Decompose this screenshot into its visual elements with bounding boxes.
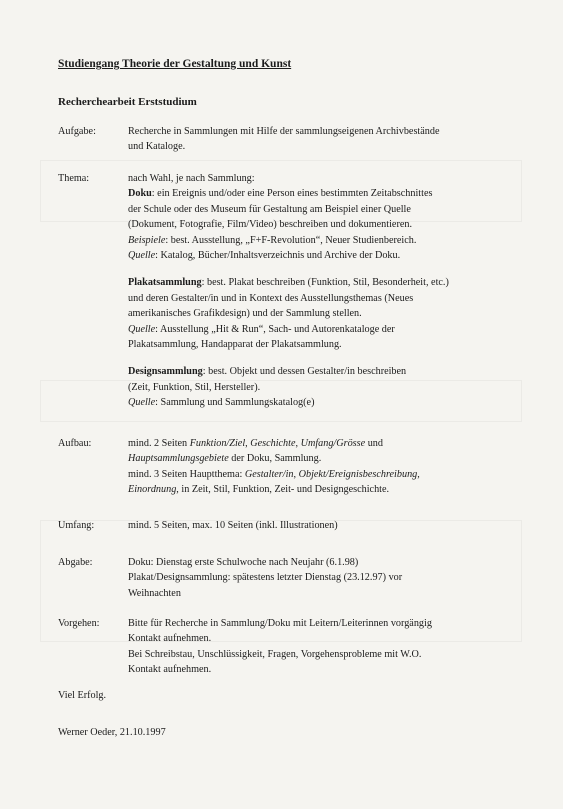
closing-line: Viel Erfolg. (58, 690, 107, 701)
text-line: Doku: Dienstag erste Schulwoche nach Neujahr (6.1.98) (128, 557, 359, 568)
source-label: Quelle (128, 397, 156, 409)
document-subtitle: Recherchearbeit Erststudium (58, 96, 197, 108)
text-line (128, 275, 528, 290)
text-fragment: , (293, 468, 299, 480)
text-line (128, 395, 528, 410)
section-label: Vorgehen: (58, 618, 100, 629)
text-fragment: der Doku, Sammlung. (228, 453, 322, 465)
text-line: Bitte für Recherche in Sammlung/Doku mit Leitern/Leiterinnen vorgängig (128, 618, 432, 629)
section-text (128, 616, 528, 678)
text-line (128, 436, 528, 451)
text-line: nach Wahl, je nach Sammlung: (128, 173, 255, 184)
section-label: Thema: (58, 173, 90, 184)
section-text (128, 171, 528, 411)
text-line (128, 364, 528, 379)
examples-label: Beispiele (128, 234, 166, 246)
text-fragment: und (365, 438, 383, 449)
text-line (128, 467, 528, 482)
text-line: und deren Gestalter/in und in Kontext des Ausstellungsthemas (Neues (128, 292, 414, 304)
text-fragment: Einordnung (128, 484, 177, 496)
text-fragment: Geschichte (250, 438, 296, 449)
text-line (128, 186, 528, 201)
text-fragment: : Ausstellung „Hit & Run“, Sach- und Autorenkataloge der (155, 323, 395, 335)
text-line: (Dokument, Fotografie, Film/Video) beschreiben und dokumentieren. (128, 219, 413, 231)
text-line: Plakatsammlung, Handapparat der Plakatsammlung. (128, 339, 342, 351)
text-fragment: : Sammlung und Sammlungskatalog(e) (155, 397, 315, 409)
text-line: der Schule oder des Museum für Gestaltung am Beispiel einer Quelle (128, 203, 411, 215)
text-line: (Zeit, Funktion, Stil, Hersteller). (128, 381, 261, 393)
text-line (128, 248, 528, 263)
section-text (128, 436, 528, 498)
text-fragment: : best. Objekt und dessen Gestalter/in beschreiben (202, 366, 407, 378)
text-line: Kontakt aufnehmen. (128, 633, 212, 645)
text-fragment: Funktion/Ziel (189, 438, 246, 449)
design-heading: Designsammlung (128, 366, 203, 378)
plakat-heading: Plakatsammlung (128, 277, 202, 289)
section-text (128, 555, 528, 601)
text-line: und Kataloge. (128, 141, 186, 153)
source-label: Quelle (128, 323, 156, 335)
text-line: Recherche in Sammlungen mit Hilfe der sammlungseigenen Archivbestände (128, 126, 440, 137)
doku-heading: Doku (128, 188, 152, 200)
text-line: Plakat/Designsammlung: spätestens letzter Dienstag (23.12.97) vor (128, 572, 403, 584)
signature-line: Werner Oeder, 21.10.1997 (58, 727, 166, 738)
text-fragment: , (295, 438, 301, 449)
text-fragment: mind. 3 Seiten Hauptthema: (128, 468, 245, 480)
text-line (128, 322, 528, 337)
text-fragment: Gestalter/in (244, 468, 294, 480)
text-line: amerikanisches Grafikdesign) und der Sammlung stellen. (128, 308, 362, 320)
section-label: Aufgabe: (58, 126, 96, 137)
text-fragment: Objekt/Ereignisbeschreibung, (298, 468, 420, 480)
text-line (128, 482, 528, 497)
section-text (128, 124, 528, 155)
text-line: mind. 5 Seiten, max. 10 Seiten (inkl. Illustrationen) (128, 520, 338, 531)
text-fragment: , in Zeit, Stil, Funktion, Zeit- und Designgeschichte. (176, 484, 390, 496)
section-label: Umfang: (58, 520, 95, 531)
text-fragment: : ein Ereignis und/oder eine Person eines bestimmten Zeitabschnittes (151, 188, 433, 200)
text-fragment: Umfang/Grösse (300, 438, 366, 449)
document-title: Studiengang Theorie der Gestaltung und Kunst (58, 58, 292, 70)
section-label: Aufbau: (58, 438, 92, 449)
section-text (128, 518, 528, 533)
text-fragment: mind. 2 Seiten (128, 438, 190, 449)
text-fragment: Hauptsammlungsgebiete (128, 453, 229, 465)
text-line: Bei Schreibstau, Unschlüssigkeit, Fragen, Vorgehensprobleme mit W.O. (128, 648, 422, 660)
text-fragment: : best. Plakat beschreiben (Funktion, Stil, Besonderheit, etc.) (201, 277, 449, 289)
text-line: Weihnachten (128, 587, 181, 599)
source-label: Quelle (128, 250, 156, 262)
text-fragment: : best. Ausstellung, „F+F-Revolution“, Neuer Studienbereich. (165, 234, 417, 246)
text-fragment: , (245, 438, 251, 449)
section-label: Abgabe: (58, 557, 93, 568)
text-line: Kontakt aufnehmen. (128, 664, 212, 676)
text-line (128, 233, 528, 248)
text-fragment: : Katalog, Bücher/Inhaltsverzeichnis und Archive der Doku. (155, 250, 401, 262)
text-line (128, 451, 528, 466)
